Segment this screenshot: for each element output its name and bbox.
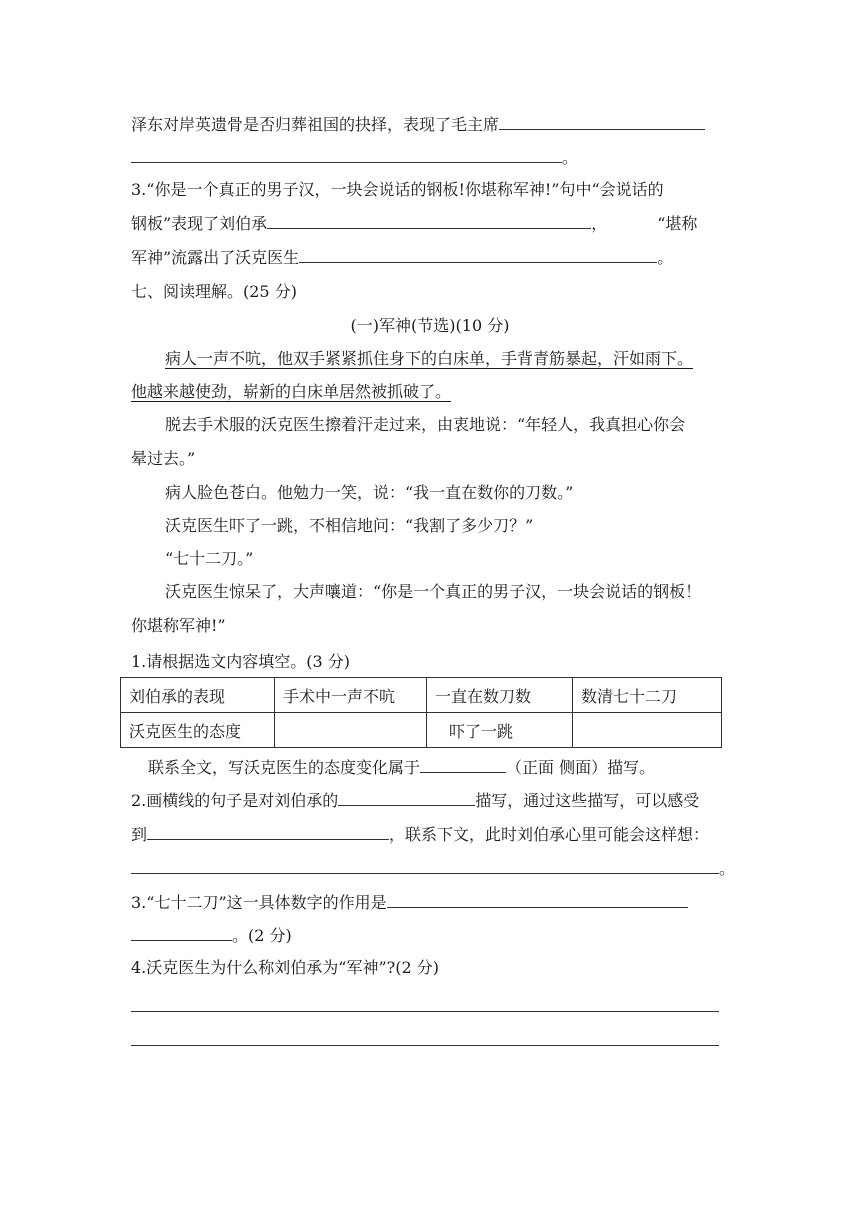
answer-blank[interactable] bbox=[338, 790, 475, 806]
answer-blank[interactable] bbox=[131, 925, 232, 941]
table-cell: 一直在数刀数 bbox=[427, 678, 573, 713]
q3-text: 3.“七十二刀”这一具体数字的作用是 bbox=[131, 893, 387, 912]
answer-blank[interactable] bbox=[299, 247, 657, 263]
q2-continued-line2 bbox=[131, 147, 578, 168]
q3-text: 。(2 分) bbox=[232, 926, 292, 945]
q2-continued-line bbox=[131, 114, 705, 135]
q2-end: 。 bbox=[719, 859, 736, 878]
passage-paragraph: 病人脸色苍白。他勉力一笑，说：“我一直在数你的刀数。” bbox=[165, 483, 574, 502]
q1-followup bbox=[148, 757, 655, 778]
q3-prev-end: 。 bbox=[657, 248, 674, 267]
q3-prev-text: “堪称 bbox=[657, 214, 698, 233]
answer-blank[interactable] bbox=[499, 114, 705, 130]
q2-line3 bbox=[131, 858, 735, 879]
q2-continued-text: 泽东对岸英遗骨是否归葬祖国的抉择，表现了毛主席 bbox=[131, 115, 500, 134]
q2-line1 bbox=[131, 790, 699, 811]
answer-blank[interactable] bbox=[147, 824, 389, 840]
q1-prompt: 1.请根据选文内容填空。(3 分) bbox=[131, 652, 351, 671]
table-cell-blank[interactable] bbox=[573, 713, 722, 748]
q4-prompt: 4.沃克医生为什么称刘伯承为“军神”?(2 分) bbox=[131, 958, 439, 977]
passage-paragraph: 沃克医生吓了一跳，不相信地问：“我割了多少刀？” bbox=[165, 516, 534, 535]
q2-text: 描写，通过这些描写，可以感受 bbox=[475, 791, 700, 810]
q3-prev-line2 bbox=[131, 213, 697, 234]
passage-paragraph: 沃克医生惊呆了，大声嚷道：“你是一个真正的男子汉，一块会说话的钢板！ bbox=[165, 582, 702, 601]
passage-paragraph: “七十二刀。” bbox=[165, 549, 254, 568]
section-heading: 七、阅读理解。(25 分) bbox=[131, 282, 297, 301]
table-cell: 手术中一声不吭 bbox=[275, 678, 427, 713]
answer-line[interactable] bbox=[131, 1010, 719, 1012]
passage-paragraph: 脱去手术服的沃克医生擦着汗走过来，由衷地说：“年轻人，我真担心你会 bbox=[165, 415, 686, 434]
table-row bbox=[121, 678, 722, 713]
q3-line2 bbox=[131, 925, 292, 946]
q2-line2 bbox=[131, 824, 709, 845]
q3-prev-line3 bbox=[131, 247, 673, 268]
q2-continued-end: 。 bbox=[562, 148, 579, 167]
table-cell: 吓了一跳 bbox=[427, 713, 573, 748]
table-row bbox=[121, 713, 722, 748]
table-cell: 沃克医生的态度 bbox=[121, 713, 275, 748]
passage-paragraph: 晕过去。” bbox=[131, 449, 196, 468]
answer-blank[interactable] bbox=[131, 147, 562, 163]
passage-title: (一)军神(节选)(10 分) bbox=[350, 316, 510, 335]
q3-prev-line1: 3.“你是一个真正的男子汉，一块会说话的钢板!你堪称军神!”句中“会说话的 bbox=[131, 180, 664, 199]
table-cell: 数清七十二刀 bbox=[573, 678, 722, 713]
table-cell-blank[interactable] bbox=[275, 713, 427, 748]
answer-blank[interactable] bbox=[131, 858, 719, 874]
q2-text: 2.画横线的句子是对刘伯承的 bbox=[131, 791, 339, 810]
answer-line[interactable] bbox=[131, 1044, 719, 1046]
table-cell: 刘伯承的表现 bbox=[121, 678, 275, 713]
q1-followup-text: 联系全文，写沃克医生的态度变化属于 bbox=[148, 758, 421, 777]
passage-paragraph: 你堪称军神!” bbox=[131, 616, 226, 635]
passage-paragraph: 病人一声不吭，他双手紧紧抓住身下的白床单，手背青筋暴起，汗如雨下。 bbox=[165, 349, 694, 368]
q2-text: ，联系下文，此时刘伯承心里可能会这样想： bbox=[389, 825, 710, 844]
answer-blank[interactable] bbox=[267, 213, 591, 229]
q2-text: 到 bbox=[131, 825, 148, 844]
q3-prev-text: 军神”流露出了沃克医生 bbox=[131, 248, 300, 267]
passage-paragraph: 他越来越使劲，崭新的白床单居然被抓破了。 bbox=[131, 382, 452, 401]
answer-blank[interactable] bbox=[387, 892, 688, 908]
q3-prev-comma: ， bbox=[591, 214, 608, 233]
answer-table bbox=[120, 677, 722, 748]
answer-blank[interactable] bbox=[420, 757, 506, 773]
q3-prev-text: 钢板”表现了刘伯承 bbox=[131, 214, 268, 233]
q3-line1 bbox=[131, 892, 688, 913]
q1-followup-text: （正面 侧面）描写。 bbox=[506, 758, 656, 777]
